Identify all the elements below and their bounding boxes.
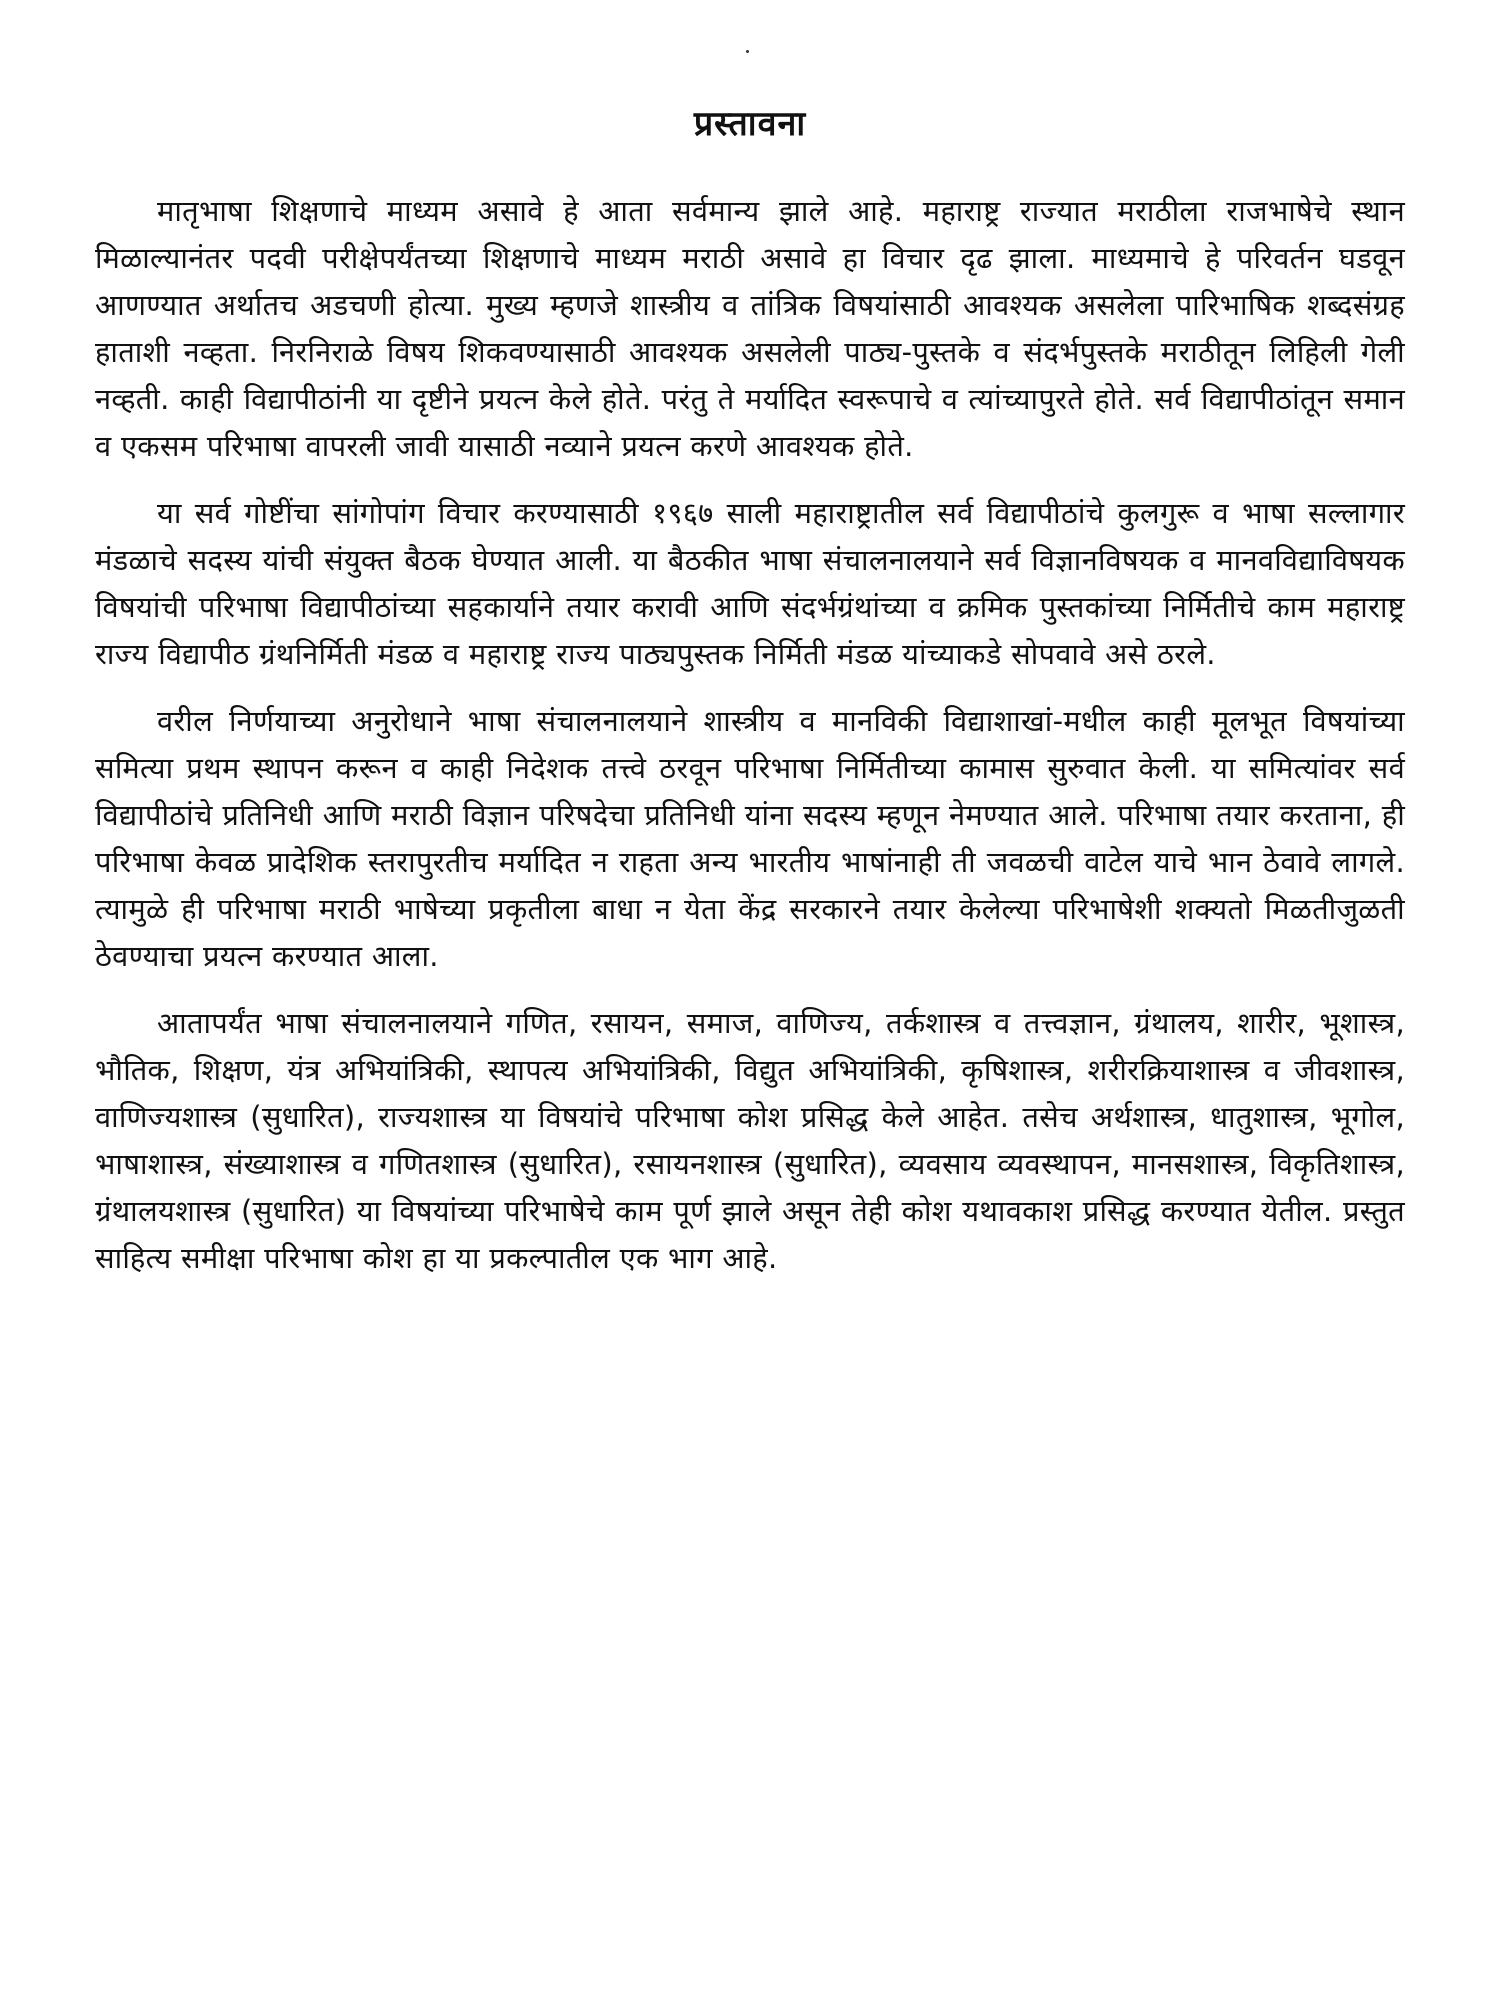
paragraph-4: आतापर्यंत भाषा संचालनालयाने गणित, रसायन, समाज, वाणिज्य, तर्कशास्त्र व तत्त्वज्ञान, ग्रंथालय, शारीर, भूशास्त्र, भौतिक, शिक्षण, यंत्र अभियांत्रिकी, स्थापत्य अभियांत्रिकी, विद्युत अभियांत्रिकी, कृषिशास्त्र, शरीरक्रियाशास्त्र व जीवशास्त्र, वाणिज्यशास्त्र (सुधारित), राज्यशास्त्र या विषयांचे परिभाषा कोश प्रसिद्ध केले आहेत. तसेच अर्थशास्त्र, धातुशास्त्र, भूगोल, भाषाशास्त्र, संख्याशास्त्र व गणितशास्त्र (सुधारित), रसायनशास्त्र (सुधारित), व्यवसाय व्यवस्थापन, मानसशास्त्र, विकृतिशास्त्र, ग्रंथालयशास्त्र (सुधारित) या विषयांच्या परिभाषेचे काम पूर्ण झाले असून तेही कोश यथावकाश प्रसिद्ध करण्यात येतील. प्रस्तुत साहित्य समीक्षा परिभाषा कोश हा या प्रकल्पातील एक भाग आहे.	[95, 1006, 1405, 1275]
scan-speck	[746, 50, 749, 53]
paragraph-1: मातृभाषा शिक्षणाचे माध्यम असावे हे आता सर्वमान्य झाले आहे. महाराष्ट्र राज्यात मराठीला राजभाषेचे स्थान मिळाल्यानंतर पदवी परीक्षेपर्यंतच्या शिक्षणाचे माध्यम मराठी असावे हा विचार दृढ झाला. माध्यमाचे हे परिवर्तन घडवून आणण्यात अर्थातच अडचणी होत्या. मुख्य म्हणजे शास्त्रीय व तांत्रिक विषयांसाठी आवश्यक असलेला पारिभाषिक शब्दसंग्रह हाताशी नव्हता. निरनिराळे विषय शिकवण्यासाठी आवश्यक असलेली पाठ्य-पुस्तके व संदर्भपुस्तके मराठीतून लिहिली गेली नव्हती. काही विद्यापीठांनी या दृष्टीने प्रयत्न केले होते. परंतु ते मर्यादित स्वरूपाचे व त्यांच्यापुरते होते. सर्व विद्यापीठांतून समान व एकसम परिभाषा वापरली जावी यासाठी नव्याने प्रयत्न करणे आवश्यक होते.	[95, 194, 1405, 463]
paragraph-3: वरील निर्णयाच्या अनुरोधाने भाषा संचालनालयाने शास्त्रीय व मानविकी विद्याशाखां-मधील काही मूलभूत विषयांच्या समित्या प्रथम स्थापन करून व काही निदेशक तत्त्वे ठरवून परिभाषा निर्मितीच्या कामास सुरुवात केली. या समित्यांवर सर्व विद्यापीठांचे प्रतिनिधी आणि मराठी विज्ञान परिषदेचा प्रतिनिधी यांना सदस्य म्हणून नेमण्यात आले. परिभाषा तयार करताना, ही परिभाषा केवळ प्रादेशिक स्तरापुरतीच मर्यादित न राहता अन्य भारतीय भाषांनाही ती जवळची वाटेल याचे भान ठेवावे लागले. त्यामुळे ही परिभाषा मराठी भाषेच्या प्रकृतीला बाधा न येता केंद्र सरकारने तयार केलेल्या परिभाषेशी शक्यतो मिळतीजुळती ठेवण्याचा प्रयत्न करण्यात आला.	[95, 704, 1405, 973]
page-title: प्रस्तावना	[693, 104, 807, 144]
paragraph-2: या सर्व गोष्टींचा सांगोपांग विचार करण्यासाठी १९६७ साली महाराष्ट्रातील सर्व विद्यापीठांचे कुलगुरू व भाषा सल्लागार मंडळाचे सदस्य यांची संयुक्त बैठक घेण्यात आली. या बैठकीत भाषा संचालनालयाने सर्व विज्ञानविषयक व मानवविद्याविषयक विषयांची परिभाषा विद्यापीठांच्या सहकार्याने तयार करावी आणि संदर्भग्रंथांच्या व क्रमिक पुस्तकांच्या निर्मितीचे काम महाराष्ट्र राज्य विद्यापीठ ग्रंथनिर्मिती मंडळ व महाराष्ट्र राज्य पाठ्यपुस्तक निर्मिती मंडळ यांच्याकडे सोपवावे असे ठरले.	[95, 496, 1405, 671]
